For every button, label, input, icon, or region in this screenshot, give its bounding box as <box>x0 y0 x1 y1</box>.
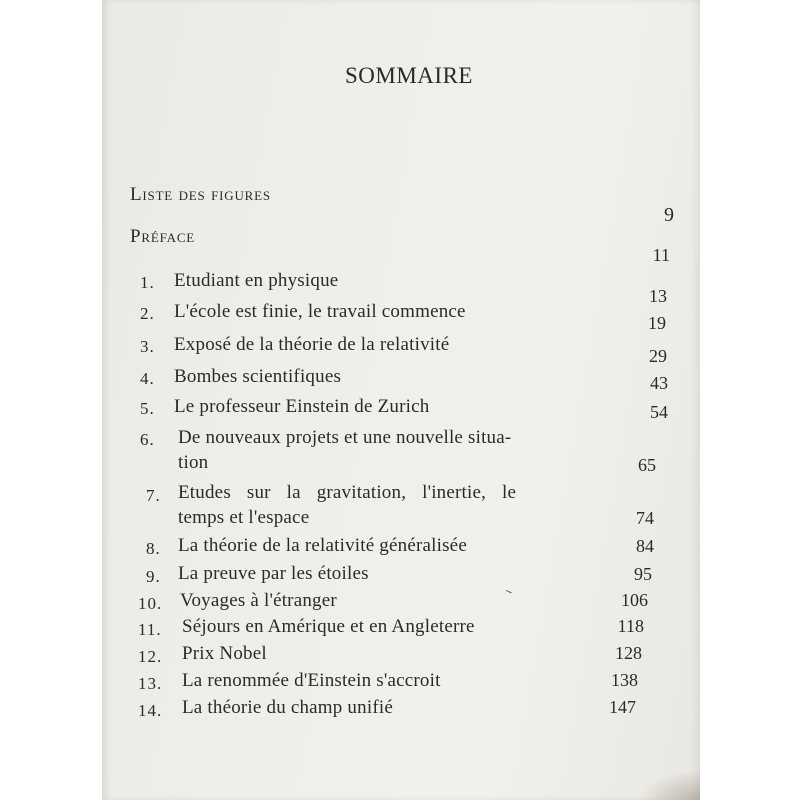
chapter-number: 12. <box>138 647 163 666</box>
chapter-page-number: 147 <box>609 697 636 717</box>
chapter-number: 9. <box>146 567 161 586</box>
chapter-number: 10. <box>138 594 163 613</box>
chapter-number: 8. <box>146 539 161 558</box>
chapter-page-number: 43 <box>650 373 668 393</box>
chapter-title: Voyages à l'étranger <box>180 590 337 611</box>
chapter-title: Prix Nobel <box>182 643 267 664</box>
chapter-number: 7. <box>146 486 161 505</box>
section-preface <box>130 226 195 248</box>
chapter-number: 1. <box>140 273 155 292</box>
chapter-title: La renommée d'Einstein s'accroit <box>182 670 441 691</box>
chapter-page-number: 19 <box>648 313 666 333</box>
chapter-title: L'école est finie, le travail commence <box>174 301 466 322</box>
chapter-title: Bombes scientifiques <box>174 366 342 387</box>
chapter-title: Le professeur Einstein de Zurich <box>174 396 430 417</box>
chapter-title-continuation: tion <box>178 452 209 473</box>
section-liste-des-figures <box>130 184 271 206</box>
chapter-title-continuation: temps et l'espace <box>178 507 310 528</box>
chapter-number: 5. <box>140 399 155 418</box>
chapter-page-number: 13 <box>649 286 667 306</box>
chapter-title: Etudiant en physique <box>174 270 339 291</box>
chapter-page-number: 128 <box>615 643 642 663</box>
page-title: SOMMAIRE <box>345 63 473 88</box>
chapter-title: La théorie de la relativité généralisée <box>178 535 467 556</box>
chapter-page-number: 29 <box>649 346 667 366</box>
chapter-title: La théorie du champ unifié <box>182 697 393 718</box>
chapter-number: 14. <box>138 701 163 720</box>
chapter-number: 6. <box>140 430 155 449</box>
page-corner-shadow <box>640 770 700 800</box>
chapter-title: Etudes sur la gravitation, l'inertie, le <box>178 482 517 503</box>
chapter-page-number: 138 <box>611 670 638 690</box>
chapter-page-number: 106 <box>621 590 648 610</box>
chapter-number: 3. <box>140 337 155 356</box>
chapter-page-number: 84 <box>636 536 654 556</box>
chapter-title: Exposé de la théorie de la relativité <box>174 334 450 355</box>
section-label: Préface <box>130 226 196 247</box>
chapter-page-number: 95 <box>634 564 652 584</box>
chapter-title: De nouveaux projets et une nouvelle situa- <box>178 427 512 448</box>
chapter-number: 4. <box>140 369 155 388</box>
chapter-page-number: 118 <box>617 616 644 636</box>
chapter-page-number: 74 <box>636 508 654 528</box>
chapter-title: La preuve par les étoiles <box>178 563 369 584</box>
section-label: Liste des figures <box>130 184 271 205</box>
chapter-number: 2. <box>140 304 155 323</box>
section-page-number: 9 <box>664 204 674 226</box>
chapter-page-number: 65 <box>638 455 656 475</box>
section-page-number: 11 <box>652 245 670 265</box>
page-edge <box>690 0 700 800</box>
chapter-page-number: 54 <box>650 402 668 422</box>
chapter-number: 11. <box>138 620 162 639</box>
chapter-number: 13. <box>138 674 163 693</box>
chapter-title: Séjours en Amérique et en Angleterre <box>182 616 475 637</box>
